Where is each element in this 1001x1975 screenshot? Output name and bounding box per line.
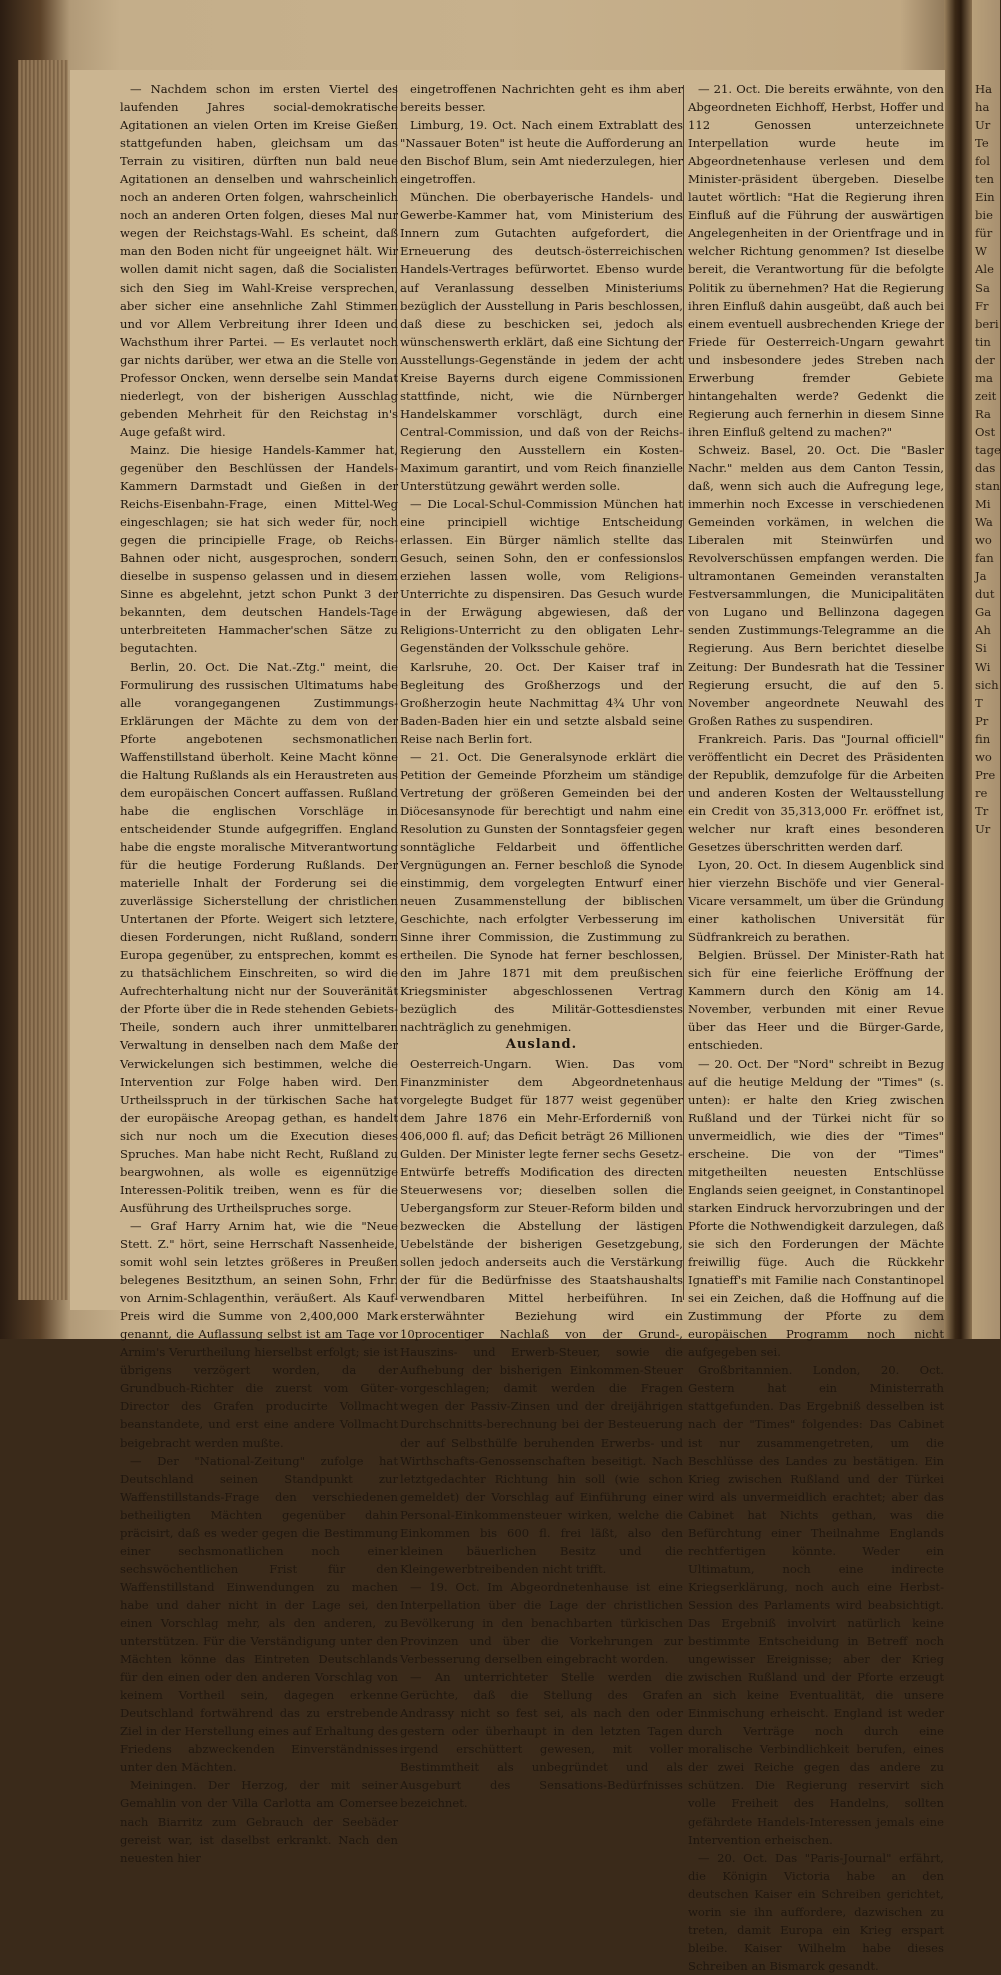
facing-page-line: tin — [975, 334, 991, 349]
article-paragraph: — An unterrichteter Stelle werden die Gerüchte, daß die Stellung des Grafen Andrassy nicht so fest sei, als nach den oder gestern oder überhaupt in den letzten Tagen irgend erschüttert gewesen, mit voller Bestimmtheit als unbegründet und als Ausgeburt des Sensations-Bedürfnisses bezeichnet. — [400, 1670, 683, 1811]
article-paragraph: — 19. Oct. Im Abgeordnetenhause ist eine Interpellation über die Lage der christlichen Bevölkerung in den benachbarten türkischen Provinzen und über die Vorkehrungen zur Verbesserung derselben eingebracht worden. — [400, 1579, 683, 1667]
facing-page-line: ma — [975, 370, 993, 385]
facing-page-line: Ur — [975, 118, 991, 133]
facing-page-line: wo — [975, 533, 992, 548]
facing-page-line: Te — [975, 136, 989, 151]
article-paragraph: Oesterreich-Ungarn. Wien. Das vom Finanzminister dem Abgeordnetenhaus vorgelegte Budget für 1877 weist gegenüber dem Jahre 1876 ein Mehr-Erforderniß von 406,000 fl. auf; das Deficit beträgt 26 Millionen Gulden. Der Minister legte ferner sechs Gesetz-Entwürfe betreffs Modification des directen Steuerwesens vor; dieselben sollen die Uebergangsform zur Steuer-Reform bilden und bezwecken die Abstellung der lästigen Uebelstände der bisherigen Gesetzgebung, sollen jedoch anderseits auch die Verstärkung der für die Bedürfnisse des Staatshaushalts verwendbaren Mittel herbeiführen. In ersterwähnter Beziehung wird ein 10procentiger Nachlaß von der Grund-, Hauszins- und Erwerb-Steuer, sowie die Aufhebung der bisherigen Einkommen-Steuer vorgeschlagen; damit werden die Fragen wegen der Passiv-Zinsen und der dreijährigen Durchschnitts-berechnung bei der Besteuerung der auf Selbsthülfe beruhenden Erwerbs- und Wirthschafts-Genossenschaften beseitigt. Nach letztgedachter Richtung hin soll (wie schon gemeldet) der Vorschlag auf Einführung einer Personal-Einkommensteuer wirken, welche die Einkommen bis 600 fl. frei läßt, also den kleinen bäuerlichen Besitz und die Kleingewerbtreibenden nicht trifft. — [400, 1056, 683, 1576]
book-page-edges — [18, 60, 68, 1300]
article-paragraph: — Graf Harry Arnim hat, wie die "Neue Stett. Z." hört, seine Herrschaft Nassenheide, somit wohl sein letztes größeres in Preußen belegenes Besitzthum, an seinen Sohn, Frhr. von Arnim-Schlagenthin, veräußert. Als Kauf-Preis wird die Summe von 2,400,000 Mark genannt, die Auflassung selbst ist am Tage vor Arnim's Verurtheilung hierselbst erfolgt; sie ist übrigens verzögert worden, da der Grundbuch-Richter die zuerst vom Güter-Director des Grafen producirte Vollmacht beanstandete, und erst eine andere Vollmacht beigebracht werden mußte. — [120, 1218, 398, 1450]
article-paragraph: — Nachdem schon im ersten Viertel des laufenden Jahres social-demokratische Agitationen an vielen Orten im Kreise Gießen stattgefunden haben, gleichsam um das Terrain zu visitiren, dürften nun bald neue Agitationen an denselben und wahrscheinlich noch an anderen Orten folgen, wahrscheinlich noch an anderen Orten folgen, dieses Mal nur wegen der Reichstags-Wahl. Es scheint, daß man den Boden nicht für ungeeignet hält. Wir wollen damit nicht sagen, daß die Socialisten sich den Sieg im Wahl-Kreise versprechen, aber sicher eine ansehnliche Zahl Stimmen und vor Allem Verbreitung ihrer Ideen und Wachsthum ihrer Partei. — Es verlautet noch gar nichts darüber, wer etwa an die Stelle von Professor Oncken, wenn derselbe sein Mandat niederlegt, von der bisherigen Ausschlag gebenden Mehrheit für den Reichstag in's Auge gefaßt wird. — [120, 82, 398, 439]
facing-page-line: beri — [975, 316, 999, 331]
article-paragraph: München. Die oberbayerische Handels- und Gewerbe-Kammer hat, vom Ministerium des Innern zum Gutachten aufgefordert, die Erneuerung des deutsch-österreichischen Handels-Vertrages befürwortet. Ebenso wurde auf Veranlassung desselben Ministeriums bezüglich der Ausstellung in Paris beschlossen, daß diese zu beschicken sei, jedoch als wünschenswerth erklärt, daß eine Sichtung der Ausstellungs-Gegenstände in jedem der acht Kreise Bayerns durch eigene Commissionen stattfinde, nicht, wie die Nürnberger Handelskammer vorschlägt, durch eine Central-Commission, und daß von der Reichs-Regierung den Ausstellern ein Kosten-Maximum garantirt, und vom Reich finanzielle Unterstützung gewährt werden solle. — [400, 190, 683, 494]
facing-page-line: Ja — [975, 569, 987, 584]
facing-page-line: Pr — [975, 713, 989, 728]
facing-page-line: fol — [975, 154, 990, 169]
book-gutter — [944, 0, 972, 1339]
facing-page-line: stan — [975, 479, 1000, 494]
column-right — [688, 80, 944, 1973]
article-paragraph: Karlsruhe, 20. Oct. Der Kaiser traf in Begleitung des Großherzogs und der Großherzogin heute Nachmittag 4¾ Uhr von Baden-Baden hier ein und setzte alsbald seine Reise nach Berlin fort. — [400, 659, 683, 746]
facing-page-line: Sa — [975, 280, 990, 295]
article-paragraph: — 21. Oct. Die bereits erwähnte, von den Abgeordneten Eichhoff, Herbst, Hoffer und 112 Genossen unterzeichnete Interpellation wurde heute im Abgeordnetenhause verlesen und dem Minister-präsident übergeben. Dieselbe lautet wörtlich: "Hat die Regierung ihren Einfluß auf die Führung der auswärtigen Angelegenheiten in der Orientfrage und in welcher Richtung genommen? Ist dieselbe bereit, die Verantwortung für die befolgte Politik zu übernehmen? Hat die Regierung ihren Einfluß dahin ausgeübt, daß auch bei einem eventuell ausbrechenden Kriege der Friede für Oesterreich-Ungarn gewahrt und insbesondere jedes Streben nach Erwerbung fremder Gebiete hintangehalten werde? Gedenkt die Regierung auch fernerhin in diesem Sinne ihren Einfluß geltend zu machen?" — [688, 82, 944, 439]
facing-page-line: der — [975, 352, 995, 367]
article-paragraph: — Die Local-Schul-Commission München hat eine principiell wichtige Entscheidung erlassen. Ein Bürger nämlich stellte das Gesuch, seinen Sohn, den er confessionslos erziehen lassen wolle, vom Religions-Unterrichte zu dispensiren. Das Gesuch wurde in der Erwägung abgewiesen, daß der Religions-Unterricht zu den obligaten Lehr-Gegenständen der Volksschule gehöre. — [400, 497, 683, 656]
facing-page-line: Pre — [975, 767, 996, 782]
facing-page-line: tage — [975, 442, 1001, 457]
article-paragraph: — 20. Oct. Der "Nord" schreibt in Bezug auf die heutige Meldung der "Times" (s. unten): er halte den Krieg zwischen Rußland und der Türkei nicht für so unvermeidlich, wie dies der "Times" erscheine. Die von der "Times" mitgetheilten neuesten Entschlüsse Englands seien geeignet, in Constantinopel starken Eindruck hervorzubringen und der Pforte die Nothwendigkeit darzulegen, daß sie sich den Forderungen der Mächte freiwillig füge. Auch die Rückkehr Ignatieff's mit Familie nach Constantinopel sei ein Zeichen, daß die Hoffnung auf die Zustimmung der Pforte zu dem europäischen Programm noch nicht aufgegeben sei. — [688, 1056, 944, 1360]
facing-page-line: Ra — [975, 406, 991, 421]
facing-page-fragment — [975, 80, 1000, 1310]
facing-page-line: Tr — [975, 803, 989, 818]
section-heading-ausland: Ausland. — [505, 1037, 578, 1053]
facing-page-line: ten — [975, 172, 994, 187]
facing-page-line: Ga — [975, 605, 992, 620]
facing-page-line: fin — [975, 731, 991, 746]
newspaper-page — [70, 70, 945, 1973]
column-middle — [400, 80, 683, 1811]
facing-page-line: Ale — [975, 262, 994, 277]
facing-page-line: das — [975, 460, 996, 475]
facing-page-line: dut — [975, 587, 995, 602]
facing-page-line: fan — [975, 551, 994, 566]
article-paragraph: Mainz. Die hiesige Handels-Kammer hat, gegenüber den Beschlüssen der Handels-Kammern Darmstadt und Gießen in der Reichs-Eisenbahn-Frage, einen Mittel-Weg eingeschlagen; sie hat sich weder für, noch gegen die principielle Frage, ob Reichs-Bahnen oder nicht, ausgesprochen, sondern dieselbe in suspenso gelassen und in diesem Sinne es abgelehnt, jetzt schon Punkt 3 der bekannten, dem deutschen Handels-Tage unterbreiteten Hammacher'schen Sätze zu begutachten. — [120, 442, 398, 656]
facing-page-line: Mi — [975, 497, 991, 512]
article-paragraph: Berlin, 20. Oct. Die Nat.-Ztg." meint, die Formulirung des russischen Ultimatums habe alle vorangegangenen Zustimmungs-Erklärungen der Mächte zu dem von der Pforte angebotenen sechsmonatlichen Waffenstillstand überholt. Keine Macht könne die Haltung Rußlands als ein Heraustreten aus dem europäischen Concert auffassen. Rußland habe die englischen Vorschläge in entscheidender Stunde aufgegriffen. England habe die engste moralische Mitverantwortung für die heutige Forderung Rußlands. Der materielle Inhalt der Forderung sei die zuverlässige Sicherstellung der christlichen Untertanen der Pforte. Weigert sich letztere, diesen Forderungen, nicht Rußland, sondern Europa gegenüber, zu entsprechen, kommt es zu thatsächlichem Einschreiten, so wird die Aufrechterhaltung nicht nur der Souveränität der Pforte über die in Rede stehenden Gebiets-Theile, sondern auch ihrer unmittelbaren Verwaltung in denselben nach dem Maße der Verwickelungen sich bestimmen, welche die Intervention zur Folge haben wird. Den Urtheilsspruch in der türkischen Sache hat der europäische Areopag gethan, es handelt sich nur noch um die Execution dieses Spruches. Man habe nicht Recht, Rußland zu beargwohnen, als wolle es eigennützige Interessen-Politik treiben, wenn es für die Ausführung des Urtheilspruches sorge. — [120, 659, 398, 1215]
facing-page-line: Ost — [975, 424, 996, 439]
article-paragraph: Schweiz. Basel, 20. Oct. Die "Basler Nachr." melden aus dem Canton Tessin, daß, wenn sich auch die Aufregung lege, immerhin noch Excesse in verschiedenen Gemeinden vorkämen, in welchen die Liberalen mit Steinwürfen und Revolverschüssen empfangen werden. Die ultramontanen Gemeinden veranstalten Festversammlungen, die Municipalitäten von Lugano und Bellinzona dagegen senden Zustimmungs-Telegramme an die Regierung. Aus Bern berichtet dieselbe Zeitung: Der Bundesrath hat die Tessiner Regierung ersucht, die auf den 5. November angeordnete Neuwahl des Großen Rathes zu suspendiren. — [688, 442, 944, 728]
article-paragraph: Lyon, 20. Oct. In diesem Augenblick sind hier vierzehn Bischöfe und vier General-Vicare versammelt, um über die Gründung einer katholischen Universität für Südfrankreich zu berathen. — [688, 858, 944, 945]
facing-page-line: W — [975, 244, 987, 259]
article-paragraph: Limburg, 19. Oct. Nach einem Extrablatt des "Nassauer Boten" ist heute die Aufforderung an den Bischof Blum, sein Amt niederzulegen, hier eingetroffen. — [400, 118, 683, 187]
facing-page-line: re — [975, 785, 988, 800]
facing-page-line: Ur — [975, 821, 991, 836]
article-paragraph: eingetroffenen Nachrichten geht es ihm aber bereits besser. — [400, 82, 683, 115]
facing-page-line: Ein — [975, 190, 995, 205]
article-paragraph: — 21. Oct. Die Generalsynode erklärt die Petition der Gemeinde Pforzheim um ständige Vertretung der größeren Gemeinden bei der Diöcesansynode für berechtigt und nahm eine Resolution zu Gunsten der Sonntagsfeier gegen sonntägliche Feldarbeit und öffentliche Vergnügungen an. Ferner beschloß die Synode einstimmig, dem vorgelegten Entwurf einer neuen Zusammenstellung der biblischen Geschichte, nach erfolgter Verbesserung im Sinne ihrer Commission, die Zustimmung zu ertheilen. Die Synode hat ferner beschlossen, den im Jahre 1871 mit dem preußischen Kriegsminister abgeschlossenen Vertrag bezüglich des Militär-Gottesdienstes nachträglich zu genehmigen. — [400, 749, 683, 1035]
facing-page-line: Wa — [975, 515, 993, 530]
column-rule — [683, 85, 684, 1300]
facing-page-line: wo — [975, 749, 992, 764]
article-paragraph: Meiningen. Der Herzog, der mit seiner Gemahlin von der Villa Carlotta am Comersee nach Biarritz zum Gebrauch der Seebäder gereist war, ist daselbst erkrankt. Nach den neuesten hier — [120, 1778, 398, 1865]
facing-page-line: Fr — [975, 298, 989, 313]
facing-page-line: für — [975, 226, 993, 241]
facing-page-line: Ah — [975, 623, 991, 638]
column-left — [120, 80, 398, 1865]
facing-page-line: bie — [975, 208, 993, 223]
article-paragraph: Belgien. Brüssel. Der Minister-Rath hat sich für eine feierliche Eröffnung der Kammern durch den König am 14. November, verbunden mit einer Revue über das Heer und die Bürger-Garde, entschieden. — [688, 948, 944, 1053]
facing-page-line: Wi — [975, 659, 991, 674]
article-paragraph: Großbritannien. London, 20. Oct. Gestern hat ein Ministerrath stattgefunden. Das Ergebniß desselben ist nach der "Times" folgendes: Das Cabinet ist nur zusammengetreten, um die Beschlüsse des Landes zu bestätigen. Ein Krieg zwischen Rußland und der Türkei wird als unvermeidlich erachtet; aber das Cabinet hat Nichts gethan, was die Befürchtung einer Theilnahme Englands rechtfertigen könnte. Weder ein Ultimatum, noch eine indirecte Kriegserklärung, noch auch eine Herbst-Session des Parlaments wird beabsichtigt. Das Ergebniß involvirt natürlich keine bestimmte Entscheidung in Betreff noch ungewisser Ereignisse; aber der Krieg zwischen Rußland und der Pforte erzeugt an sich keine Eventualität, die unsere Einmischung erheischt. England ist weder durch Verträge noch durch eine moralische Verbindlichkeit berufen, eines der zwei Reiche gegen das andere zu schützen. Die Regierung reservirt sich volle Freiheit des Handelns, sollten gefährdete Handels-Interessen jemals eine Intervention erheischen. — [688, 1363, 944, 1847]
facing-page-line: T — [975, 695, 983, 710]
facing-page-line: Ha — [975, 82, 993, 96]
facing-page-line: sich — [975, 677, 999, 692]
facing-page-line: Si — [975, 641, 987, 656]
article-paragraph: — Der "National-Zeitung" zufolge hat Deutschland seinen Standpunkt zur Waffenstillstands-Frage den verschiedenen betheiligten Mächten gegenüber dahin präcisirt, daß es weder gegen die Bestimmung einer sechsmonatlichen noch einer sechswöchentlichen Frist für den Waffenstillstand Einwendungen zu machen habe und daher nicht in der Lage sei, den einen Vorschlag mehr, als den anderen, zu unterstützen. Für die Verständigung unter den Mächten könne das Eintreten Deutschlands für den einen oder den anderen Vorschlag von keinem Vortheil sein, dagegen erkenne Deutschland fortwährend das zu erstrebende Ziel in der Herstellung eines auf Erhaltung des Friedens abzweckenden Einverständnisses unter den Mächten. — [120, 1453, 398, 1775]
article-paragraph: Frankreich. Paris. Das "Journal officiell" veröffentlicht ein Decret des Präsidenten der Republik, demzufolge für die Arbeiten und anderen Kosten der Weltausstellung ein Credit von 35,313,000 Fr. eröffnet ist, welcher nur kraft eines besonderen Gesetzes überschritten werden darf. — [688, 731, 944, 854]
facing-page-line: ha — [975, 100, 990, 115]
facing-page-line: zeit — [975, 388, 997, 403]
article-paragraph: — 20. Oct. Das "Paris-Journal" erfährt, die Königin Victoria habe an den deutschen Kaiser ein Schreiben gerichtet, worin sie ihn auffordere, dazwischen zu treten, damit Europa ein Krieg erspart bleibe. Kaiser Wilhelm habe dieses Schreiben an Bismarck gesandt. — [688, 1850, 944, 1973]
